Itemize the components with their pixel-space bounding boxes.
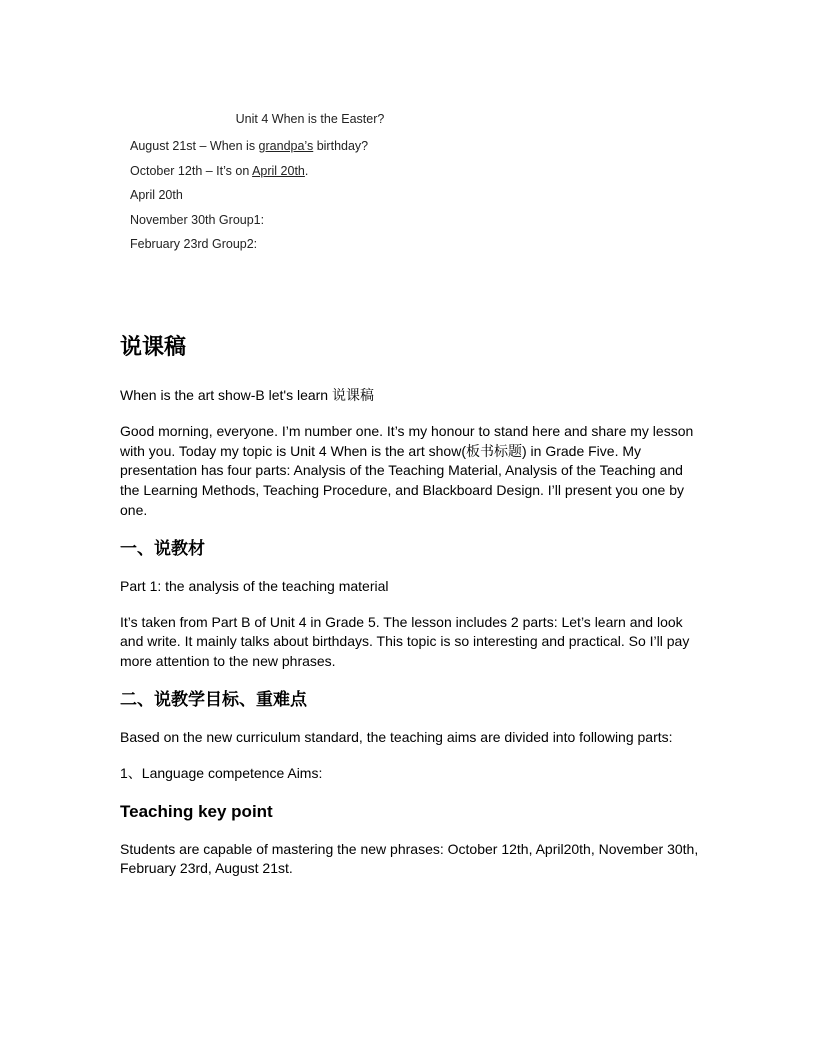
board-line-4: November 30th Group1: (130, 212, 265, 227)
aims-intro-paragraph: Based on the new curriculum standard, the teaching aims are divided into following parts: (120, 728, 673, 745)
intro-paragraph: Good morning, everyone. I’m number one. It’s my honour to stand here and share my lesson with you. Today my topic is Unit 4 When is the art show(板书标题) in Grade Five. My presentation has four parts: Analysis of the Teaching Material, Analysis of the Teaching and the Learning Methods, Teaching Procedure, and Blackboard Design. I’ll present you one by one. (120, 422, 694, 518)
board-line-1-suffix: birthday? (313, 139, 369, 153)
board-line-1-prefix: August 21st – When is (130, 139, 259, 153)
key-point-paragraph: Students are capable of mastering the new phrases: October 12th, April20th, November 30th, February 23rd, August 21st. (120, 840, 699, 877)
board-line-2-underlined: April 20th (252, 163, 305, 178)
section-2-heading: 二、说教学目标、重难点 (120, 689, 307, 710)
board-line-1 (130, 136, 450, 161)
board-line-2-suffix: . (304, 163, 309, 178)
key-point-heading: Teaching key point (120, 801, 273, 821)
board-line-3: April 20th (130, 188, 183, 203)
document-body (120, 332, 700, 895)
board-line-5: February 23rd Group2: (130, 237, 258, 252)
section-1-heading: 一、说教材 (120, 538, 205, 559)
page-title: 说课稿 (120, 335, 187, 360)
doc-subtitle: When is the art show-B let's learn 说课稿 (120, 387, 374, 403)
blackboard-design (130, 112, 450, 259)
part-1-paragraph: It’s taken from Part B of Unit 4 in Grade 5. The lesson includes 2 parts: Let’s learn and look and write. It mainly talks about birthdays. This topic is so interesting and practical. So I’ll pay more attention to the new phrases. (120, 613, 690, 670)
aim-1-label: 1、Language competence Aims: (120, 764, 323, 781)
board-line-1-underlined: grandpa’s (258, 139, 314, 153)
board-title: Unit 4 When is the Easter? (235, 112, 385, 126)
board-line-2 (130, 161, 450, 186)
board-line-2-prefix: October 12th – It’s on (130, 163, 253, 178)
part-1-label: Part 1: the analysis of the teaching material (120, 577, 389, 594)
